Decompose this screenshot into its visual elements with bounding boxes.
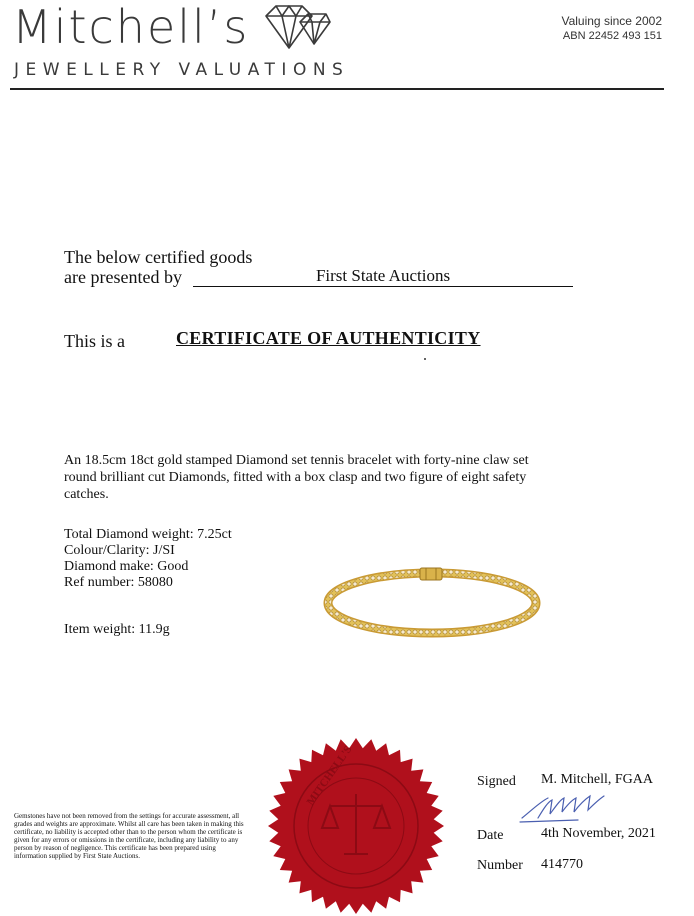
valuing-since: Valuing since 2002 xyxy=(561,14,662,28)
header-divider xyxy=(10,88,664,90)
signed-value: M. Mitchell, FGAA xyxy=(541,772,653,787)
certificate-title: CERTIFICATE OF AUTHENTICITY xyxy=(176,328,481,348)
seal-text: MITCHELL'S xyxy=(304,743,355,808)
total-diamond-weight: Total Diamond weight: 7.25ct xyxy=(64,527,232,542)
abn-number: ABN 22452 493 151 xyxy=(562,30,662,42)
date-value: 4th November, 2021 xyxy=(541,826,656,841)
intro-line-2: are presented by xyxy=(64,267,182,287)
number-label: Number xyxy=(477,858,523,873)
disclaimer: Gemstones have not been removed from the settings for accurate assessment, all grades and weights are approximate. Whilst all care has been taken in making this certificate, no liability is accepted other than to the person whom the certificate is given for any errors or omissions in the certificate, including any liability to any person by reason of negligence. This certificate has been prepared using information supplied by First State Auctions. xyxy=(14,812,244,860)
diamond-make: Diamond make: Good xyxy=(64,559,189,574)
number-value: 414770 xyxy=(541,857,583,872)
stray-dot xyxy=(424,358,426,360)
colour-clarity: Colour/Clarity: J/SI xyxy=(64,543,175,558)
intro-line-1: The below certified goods xyxy=(64,247,253,267)
ref-number: Ref number: 58080 xyxy=(64,575,173,590)
bracelet-image xyxy=(322,563,542,643)
presenter-field: First State Auctions xyxy=(193,266,573,287)
signed-label: Signed xyxy=(477,774,516,789)
date-label: Date xyxy=(477,828,504,843)
handwritten-signature xyxy=(518,788,608,828)
brand-name: Mitchell’s xyxy=(12,0,250,54)
wax-seal xyxy=(266,736,446,916)
specs-list xyxy=(64,527,232,591)
certificate-prefix: This is a xyxy=(64,331,125,351)
item-description: An 18.5cm 18ct gold stamped Diamond set tennis bracelet with forty-nine claw set round brilliant cut Diamonds, fitted with a box clasp and two figure of eight safety catches. xyxy=(64,453,529,502)
brand-subtitle: JEWELLERY VALUATIONS xyxy=(14,60,350,80)
item-weight: Item weight: 11.9g xyxy=(64,622,170,637)
diamond-logo-icon xyxy=(262,2,332,54)
